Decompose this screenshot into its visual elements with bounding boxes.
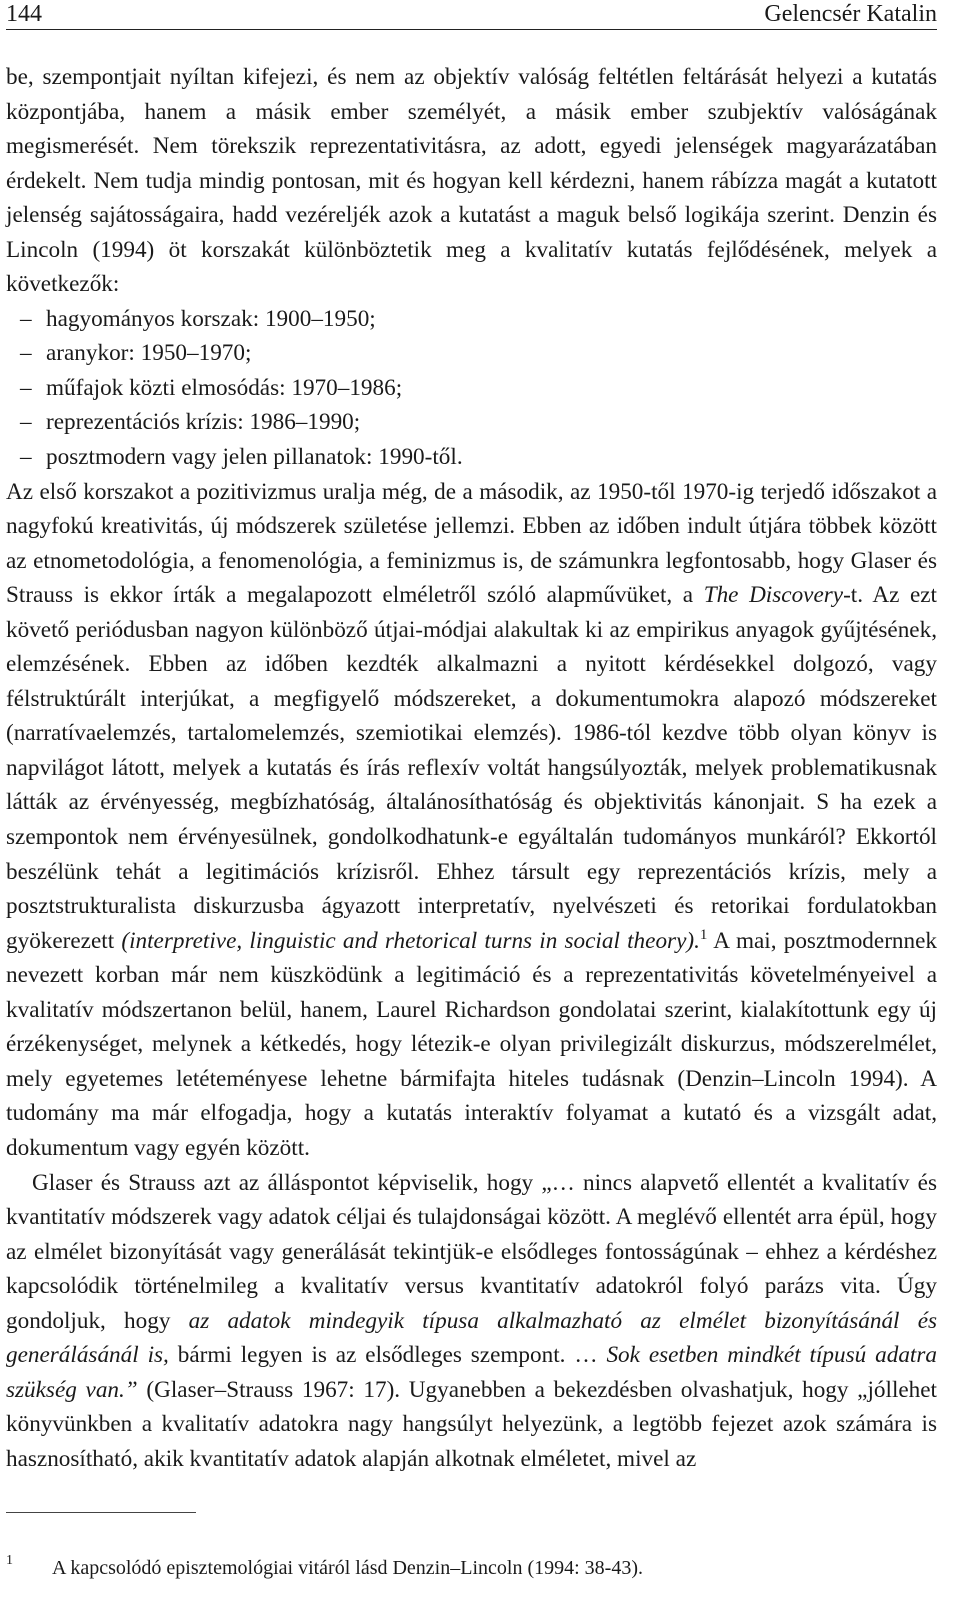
- italic-quote: az adatok mindegyik típusa alkalmazható az elmélet bizonyításánál és generálásánál is,: [6, 1307, 938, 1369]
- footnote-mark: 1: [6, 1553, 13, 1568]
- list-item: [20, 405, 937, 440]
- paragraph-intro: be, szempontjait nyíltan kifejezi, és nem az objektív valóság feltétlen feltárását helyezi a kutatás központjába, hanem a másik ember személyét, a másik ember szubjektív valóságának megismerését. Nem törekszik reprezentativitásra, az adott, egyedi jelenségek magyarázatában érdekelt. Nem tudja mindig pontosan, mit és hogyan kell kérdezni, hanem rábízza magát a kutatott jelenség sajátosságaira, hadd vezéreljék azok a kutatást a maguk belső logikája szerint. Denzin és Lincoln (1994) öt korszakát különböztetik meg a kvalitatív kutatás fejlődésének, melyek a következők:: [6, 64, 937, 298]
- body-text: [6, 60, 937, 1476]
- list-item-text: műfajok közti elmosódás: 1970–1986;: [46, 374, 403, 401]
- text-run: bármi legyen is az elsődleges szempont. …: [168, 1342, 607, 1369]
- footnote-divider: [6, 1512, 196, 1513]
- period-list: [6, 302, 937, 475]
- footnote-reference[interactable]: 1: [699, 926, 708, 943]
- list-item: [20, 302, 937, 337]
- list-dash: –: [20, 305, 32, 332]
- italic-phrase: (interpretive, linguistic and rhetorical turns in social theory).: [121, 927, 700, 954]
- list-item: [20, 336, 937, 371]
- list-dash: –: [20, 444, 32, 471]
- list-item-text: hagyományos korszak: 1900–1950;: [46, 305, 376, 332]
- list-item: [20, 371, 937, 406]
- text-run: -t. Az ezt követő periódusban nagyon különböző útjai-módjai alakultak ki az empirikus anyagok gyűjtésének, elemzésének. Ebben az időben kezdték alkalmazni a nyitott kérdésekkel dolgozó, vagy félstruktúrált interjúkat, a megfigyelő módszereket, a dokumentumokra alapozó módszereket (narratívaelemzés, tartalomelemzés, szemiotikai elemzés). 1986-tól kezdve több olyan könyv is napvilágot látott, melyek a kutatás és írás reflexív voltát hangsúlyozták, melyek problematikusnak látták az érvényesség, megbízhatóság, általánosíthatóság és objektivitás kánonjait. S ha ezek a szempontok nem érvényesülnek, gondolkodhatunk-e egyáltalán tudományos munkáról? Ekkortól beszélünk tehát a legitimációs krízisről. Ehhez társult egy reprezentációs krízis, mely a posztstrukturalista diskurzusba ágyazott interpretatív, nyelvészeti és retorikai fordulatokban gyökerezett: [6, 582, 937, 954]
- list-dash: –: [20, 409, 32, 436]
- list-item-text: aranykor: 1950–1970;: [46, 340, 252, 367]
- running-head: [6, 0, 937, 30]
- text-run: Az első korszakot a pozitivizmus uralja még, de a második, az 1950-től 1970-ig terjedő időszakot a nagyfokú kreativitás, új módszerek születése jellemzi. Ebben az időben indult útjára többek között az etnometodológia, a fenomenológia, a feminizmus is, de számunkra legfontosabb, hogy Glaser és Strauss is ekkor írták a megalapozott elméletről szóló alapművüket, a: [6, 478, 937, 609]
- footnote: [6, 1548, 937, 1581]
- book-title: The Discovery: [703, 582, 844, 609]
- italic-quote: Sok esetben mindkét típusú adatra szükség van.”: [6, 1342, 937, 1403]
- page-number: 144: [6, 1, 42, 27]
- list-item-text: posztmodern vagy jelen pillanatok: 1990-től.: [46, 444, 463, 471]
- text-run: (Glaser–Strauss 1967: 17). Ugyanebben a bekezdésben olvashatjuk, hogy „jóllehet könyvünkben a kvalitatív adatokra nagy hangsúlyt helyezünk, a legtöbb fejezet azok számára is hasznosítható, akik kvantitatív adatok alapján alkotnak elméletet, mivel az: [6, 1376, 937, 1472]
- paragraph-glaser-strauss: [6, 1166, 937, 1477]
- list-item-text: reprezentációs krízis: 1986–1990;: [46, 409, 361, 436]
- author-name: Gelencsér Katalin: [764, 1, 937, 27]
- list-dash: –: [20, 374, 32, 401]
- page: [6, 0, 938, 1579]
- text-run: A mai, posztmodernnek nevezett korban már nem küszködünk a legitimáció és a reprezentativitás követelményeivel a kvalitatív módszertanon belül, hanem, Laurel Richardson gondolatai szerint, kialakítottunk egy új érzékenységet, melynek a kétkedés, hogy létezik-e olyan privilegizált diskurzus, módszerelmélet, mely egyetemes letéteményese lehetne bármifajta hiteles tudásnak (Denzin–Lincoln 1994). A tudomány ma már elfogadja, hogy a kutatás interaktív folyamat a kutató és a vizsgált adat, dokumentum vagy egyén között.: [6, 927, 937, 1161]
- list-dash: –: [20, 340, 32, 367]
- list-item: [20, 440, 937, 475]
- text-run: Glaser és Strauss azt az álláspontot képviselik, hogy „… nincs alapvető ellentét a kvalitatív és kvantitatív módszerek vagy adatok céljai és tulajdonságai között. A meglévő ellentét arra épül, hogy az elmélet bizonyítását vagy generálását tekintjük-e elsődleges fontosságúnak – ehhez a kérdéshez kapcsolódik történelmileg a kvalitatív versus kvantitatív adatokról folyó parázs vita. Úgy gondoljuk, hogy: [6, 1169, 937, 1334]
- paragraph-periods: [6, 475, 937, 1166]
- footnote-text: A kapcsolódó episztemológiai vitáról lásd Denzin–Lincoln (1994: 38-43).: [52, 1557, 643, 1579]
